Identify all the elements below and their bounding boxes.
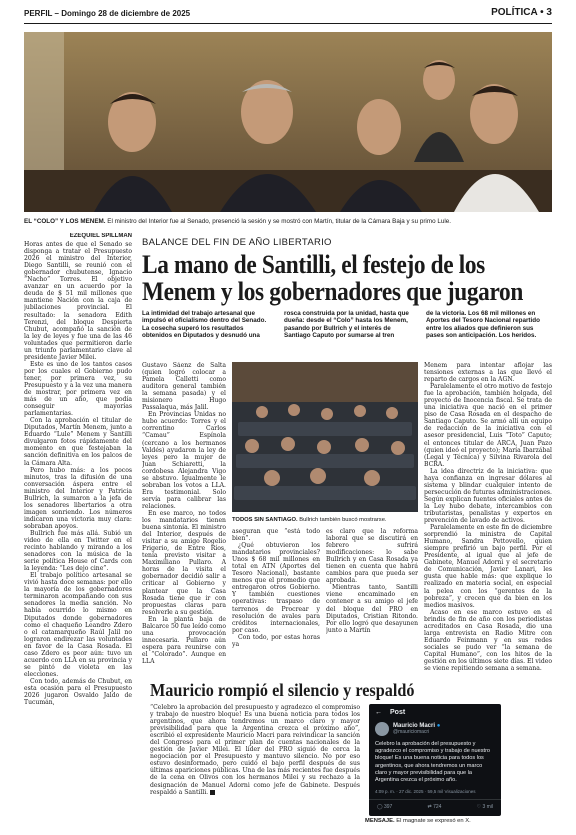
repost-icon: ⇄ 724 [427, 804, 442, 811]
reply-count: 397 [384, 804, 393, 811]
paragraph: Con todo, además de Chubut, en esta ocasión para el Presupuesto 2026 jugaron Osvaldo Jaldo de Tucumán, [24, 677, 132, 707]
top-photo-caption [24, 218, 552, 226]
verified-badge-icon: ● [436, 723, 441, 729]
paragraph: Acaso en ese marco estuvo en el brindis de fin de año con los periodistas acreditados en Casa Rosada, dio una larga entrevista en Radio Mitre con Eduardo Feinmann y en sus redes sociales se pudo ver “la semana de Capital Humano”, con los hitos de la gestión en los últimos siete días. El video se viene repitiendo semana a semana. [424, 608, 552, 673]
top-photo [24, 32, 552, 212]
like-count: 3 mil [482, 804, 493, 811]
paragraph: Menem para intentar aflojar las tensiones externas a las que llevó el reparto de cargos en la AGN. [424, 362, 552, 384]
tweet-caption [365, 818, 471, 824]
caption-lead: TODOS SIN SANTIAGO. [232, 517, 298, 523]
paragraph [150, 704, 360, 796]
paragraph: ¿Qué obtuvieron los mandatarios provinciales? Unos $ 68 mil millones en total en ATN (Aportes del Tesoro Nacional), bastante menos que el promedio que entregaron otros Gobierno. Y también cuestiones operativas: traspaso de terrenos de Procrear y resolución de avales para créditos internacionales, por caso. [232, 542, 320, 634]
repost-count: 724 [433, 804, 442, 811]
paragraph: Pero hubo más: a los pocos minutos, tras la difusión de una conversación áspera entre el ministro del Interior y Patricia Bullrich, la sumaron a la jefa de los senadores libertarios a otra imagen sonriendo. Los números indicaron una victoria muy clara: sobraban apoyos. [24, 466, 132, 530]
paragraph: es claro que la reforma laboral que se discutirá en febrero sufrirá modificaciones: lo sabe Bullrich y en Casa Rosada ya tienen en cuenta que habrá cambios para que pueda ser aprobada. [326, 528, 418, 585]
lead-column-2: rosca construida por la unidad, hasta que dueña: desde el “Colo” hasta los Menem, pasando por Bullrich y el interés de Santiago Caputo por sumarse al tren [284, 310, 409, 340]
caption-text: Bullrich también buscó mostrarse. [297, 517, 387, 523]
lead-column-3: de la victoria. Los 68 mil millones en Aportes del Tesoro Nacional repartido entre los aliados que definieron sus pases son anticipación. Los heridos. [426, 310, 540, 340]
column-3 [232, 528, 320, 672]
paragraph: Paralelamente en este fin de diciembre sorprendió la ministra de Capital Humano, Sandra Pettovello, quien siempre prefirió un bajo perfil. Por el Presidente, al igual que al jefe de Gabinete, Manuel Adorni y el secretario de Comunicación, Javier Lanari, les gusta que hable más: que explique lo realizado en materia social, en especial la pelea con los “gerentes de la pobreza”, y crecen que da bien en los medios masivos. [424, 524, 552, 609]
sidebar-headline: Mauricio rompió el silencio y respaldó [150, 680, 415, 700]
paragraph: Con todo, por estas horas ya [232, 633, 320, 648]
paragraph: La idea directriz de la iniciativa: que haya confianza en ingresar dólares al sistema y blindar cualquier intento de persecución de futuras administraciones. Según explican fuentes oficiales antes de la Ley hubo debate, intercambios con tributaristas, penalistas y expertos en prevención de lavado de activos. [424, 467, 552, 525]
caption-lead: EL “COLO” Y LOS MENEM. [24, 218, 106, 225]
lead-column-1: La intimidad del trabajo artesanal que impulsó el oficialismo dentro del Senado. La cosecha superó los resultados obtenidos en Diputados y desnudó una [142, 310, 267, 340]
senate-photo-caption [232, 517, 387, 523]
paragraph-text: “Celebro la aprobación del presupuesto y agradezco el compromiso y trabajo de nuestro bloque! Es una buena noticia para todos los argentinos, que ahora tendremos un marco claro y mayor previsibilidad para que la Argentina crezca el próximo año”, escribió el expresidente Mauricio Macri para reivindicar la sanción del Congreso para el primer plan de cuentas nacionales de la gestión de Javier Milei. El líder del PRO siguió de cerca la negociación por el Presupuesto y mantuvo silencio. No por eso estuvo desinformado, pero cuidó el bajo perfil después de sus últimas apariciones públicas. Una de las más recientes fue después de la cena en Olivos con los hermanos Milei y su rechazo a la designación de Manuel Adorni como jefe de Gabinete. Después respaldó a Santilli. [150, 704, 360, 796]
like-icon: ♡ 3 mil [476, 804, 493, 811]
paragraph: Mientras tanto, Santilli viene encaminado en contener a su amigo el jefe del bloque del PRO en Diputados, Cristian Ritondo. Por ello logró que desayunen junto a Martín [326, 584, 418, 634]
caption-lead: MENSAJE. [365, 818, 395, 824]
tweet-author [369, 720, 501, 738]
paragraph: Gustavo Sáenz de Salta (quien logró colocar a Pamela Calletti como auditora general también la semana pasada) y el misionero Hugo Passalaqua, más Jalil. [142, 362, 226, 412]
header-section: POLÍTICA • 3 [491, 7, 552, 18]
caption-text: El magnate se expresó en X. [394, 818, 471, 824]
paragraph: En la planta baja de Balcarce 50 fue leído como una provocación innecesaria. Pullaro aún espera para reunirse con el “Colorado”. Aunque en LLA [142, 615, 226, 665]
senate-photo [232, 362, 418, 512]
paragraph: En Provincias Unidas no hubo acuerdo: Torres y el correntino Carlos “Camau” Espínola (cercano a los hermanos Valdés) ayudaron la ley de leyes pero la mujer de Juan Schiaretti, la cordobesa Alejandra Vigo se abstuvo. Igualmente le sobraban los votos a LLA. Era testimonial. Solo servía para calibrar las relaciones. [142, 411, 226, 510]
tweet-embed [369, 704, 501, 816]
paragraph: Bullrich fue más allá. Subió un video de ella en Twitter en el recinto hablando y mirando a los senadores con la música de la serie política House of Cards con la leyenda: “Les dejo cine”. [24, 529, 132, 573]
column-4 [326, 528, 418, 672]
paragraph: Horas antes de que el Senado se dispongа a tratar el Presupuesto 2026 el ministro del Interior, Diego Santilli, se reunió con el gobernador chubutense, Ignacio “Nacho” Torres. El objetivo avanzar en un acuerdo por la deuda de $ 51 mil millones que mantiene Nación con la caja de jubilaciones provincial. El resultado: la senadora Edith Terenzi, del bloque Despierta Chubut, acompañó la sanción de la ley de leyes y fue una de las 46 voluntades que permitieron darle un triunfo parlamentario clave al presidente Javier Milei. [24, 241, 132, 361]
paragraph: Con la aprobación el titular de Diputados, Martín Menem, junto a Eduardo “Lule” Menem y Santilli divulgaron fotos rápidamente del momento en que festejaban la sanción definitiva en los palcos de la Cámara Alta. [24, 417, 132, 467]
paragraph: En ese marco, no todos los mandatarios tienen buena sintonía. El ministro del Interior, después de visitar a su amigo Rogelio Frigerio, de Entre Ríos, tenía previsto visitar a Maximiliano Pullaro. A horas de la visita el gobernador decidió salir a criticar al Gobierno y plantear que la Casa Rosada tiene que ir con propuestas claras para resolverle a su gestión. [142, 509, 226, 616]
tweet-text: Celebro la aprobación del presupuesto y agradezco el compromiso y trabajo de nuestro bloque! Es una buena noticia para todos los argentinos, que ahora tendremos un marco claro y mayor previsibilidad para que la Argentina crezca el próximo año. [375, 741, 491, 784]
paragraph: Este es uno de los tantos casos por los cuales el Gobierno pudo tener, por primera vez, su Presupuesto y a la vez una manera de mostrar, por primera vez en más de un año, que podía conseguir mayorías parlamentarias. [24, 360, 132, 418]
paragraph: Paralelamente el otro motivo de festejo fue la aprobación, también holgada, del proyecto de Inocencia fiscal. Se trata de una iniciativa que nació en el primer piso de Casa Rosada en el despacho de Santiago Caputo. Se armó allí un equipo de redacción de la iniciativa con el asesor presidencial, Luis “Toto” Caputo; el entonces titular de ARCA, Juan Pazo (quien ideó el proyecto); María Ibarzábal (Legal y Técnica) y Silvina Rivarola del BCRA. [424, 383, 552, 468]
article-headline [142, 249, 523, 306]
article-kicker: BALANCE DEL FIN DE AÑO LIBERTARIO [142, 237, 332, 248]
header-date: PERFIL – Domingo 28 de diciembre de 2025 [24, 9, 191, 18]
tweet-header [369, 704, 501, 720]
byline: EZEQUIEL SPILLMAN [69, 233, 132, 239]
headline-line-1: La mano de Santilli, el festejo de los [142, 249, 485, 279]
end-mark [210, 790, 215, 795]
paragraph: El trabajo político artesanal se vivió hasta doce semanas: por ello la mayoría de los gobernadores terminaron acompañando con sus senadores la media sanción. No había ocurrido lo mismo en Diputados donde gobernadores como el chaqueño Leandro Zdero o el catamarqueño Raúl Jalil no lograron endirezar las voluntades en favor de la Casa Rosada. El caso Zdero es peor aún: tuvo un acuerdo con LLA en su provincia y se pintó de violeta en las elecciones. [24, 572, 132, 678]
author-name: Mauricio Macri [393, 723, 436, 729]
headline-line-2: Menem y los gobernadores que jugaron [142, 276, 523, 306]
tweet-meta: 4:09 p. m. · 27 dic. 2025 · 59,5 mil Visualizaciones [375, 789, 476, 795]
page-header [24, 8, 552, 24]
caption-text: El ministro del Interior fue al Senado, presenció la sesión y se mostró con Martín, titular de la Cámara Baja y su primo Lule. [105, 218, 451, 225]
author-handle: @mauriciomacri [393, 729, 430, 735]
paragraph: aseguran que “está todo bien”. [232, 528, 320, 543]
column-1 [24, 233, 132, 833]
column-6 [150, 704, 360, 828]
avatar [375, 722, 389, 736]
back-arrow-icon: ← [375, 708, 382, 716]
tweet-actions [369, 799, 501, 814]
tweet-header-title: Post [390, 708, 406, 716]
reply-icon: ◯ 397 [377, 804, 393, 811]
column-2 [142, 362, 226, 672]
